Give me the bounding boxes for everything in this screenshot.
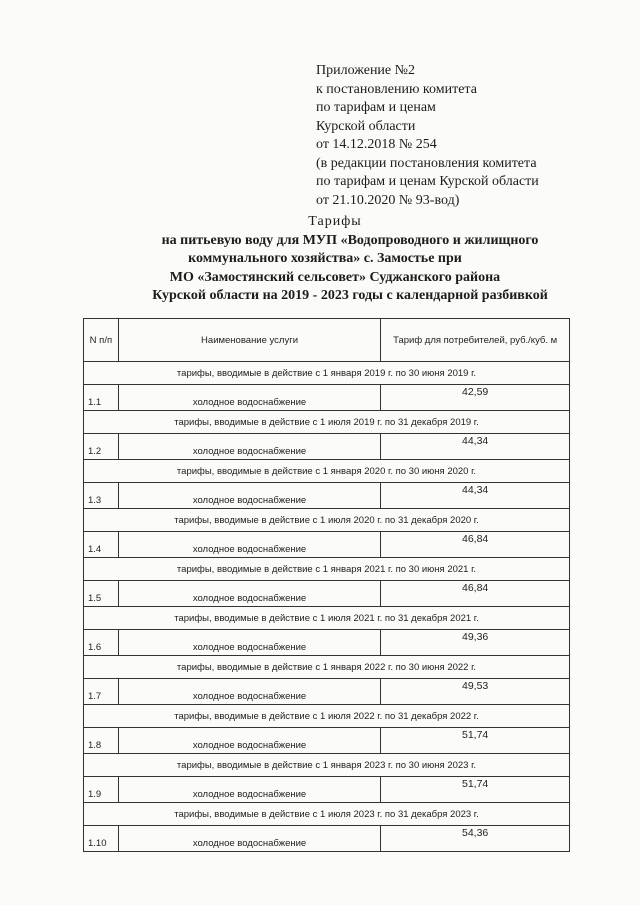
table-row (84, 679, 570, 705)
row-number: 1.4 (84, 532, 119, 558)
table-row (84, 728, 570, 754)
period-label: тарифы, вводимые в действие с 1 июля 2019 г. по 31 декабря 2019 г. (84, 411, 570, 434)
row-number: 1.3 (84, 483, 119, 509)
title-line: на питьевую воду для МУП «Водопроводного и жилищного (161, 232, 539, 248)
row-number: 1.9 (84, 777, 119, 803)
period-row (84, 460, 570, 483)
tariff-value: 42,59 (381, 385, 570, 411)
tariff-value: 54,36 (381, 826, 570, 852)
row-number: 1.7 (84, 679, 119, 705)
header-line: по тарифам и ценам Курской области (316, 174, 539, 189)
tariff-value: 49,53 (381, 679, 570, 705)
service-name: холодное водоснабжение (118, 434, 381, 460)
table-body (84, 362, 570, 852)
header-num: N п/п (84, 319, 119, 362)
header-line: Приложение №2 (316, 63, 415, 78)
header-line: к постановлению комитета (316, 81, 477, 97)
period-row (84, 803, 570, 826)
header-service-name: Наименование услуги (118, 319, 381, 362)
period-row (84, 362, 570, 385)
period-row (84, 411, 570, 434)
period-label: тарифы, вводимые в действие с 1 января 2022 г. по 30 июня 2022 г. (84, 656, 570, 679)
table-row (84, 483, 570, 509)
period-label: тарифы, вводимые в действие с 1 января 2023 г. по 30 июня 2023 г. (84, 754, 570, 777)
table-row (84, 385, 570, 411)
service-name: холодное водоснабжение (118, 728, 381, 754)
header-line: от 14.12.2018 № 254 (316, 137, 437, 152)
row-number: 1.8 (84, 728, 119, 754)
period-label: тарифы, вводимые в действие с 1 июля 2022 г. по 31 декабря 2022 г. (84, 705, 570, 728)
period-row (84, 607, 570, 630)
period-label: тарифы, вводимые в действие с 1 июля 2021 г. по 31 декабря 2021 г. (84, 607, 570, 630)
title-line: коммунального хозяйства» с. Замостье при (188, 251, 462, 266)
service-name: холодное водоснабжение (118, 630, 381, 656)
service-name: холодное водоснабжение (118, 777, 381, 803)
service-name: холодное водоснабжение (118, 581, 381, 607)
period-row (84, 754, 570, 777)
period-label: тарифы, вводимые в действие с 1 января 2020 г. по 30 июня 2020 г. (84, 460, 570, 483)
period-row (84, 656, 570, 679)
header-line: от 21.10.2020 № 93-вод) (316, 192, 460, 208)
period-label: тарифы, вводимые в действие с 1 января 2021 г. по 30 июня 2021 г. (84, 558, 570, 581)
tariff-value: 49,36 (381, 630, 570, 656)
title-line: МО «Замостянский сельсовет» Суджанского района (169, 269, 501, 285)
tariff-value: 46,84 (381, 581, 570, 607)
table-row (84, 581, 570, 607)
appendix-header (316, 62, 539, 210)
table-row (84, 434, 570, 460)
row-number: 1.2 (84, 434, 119, 460)
tariff-table (83, 318, 570, 852)
table-row (84, 532, 570, 558)
table-header-row (84, 319, 570, 362)
header-line: по тарифам и ценам (316, 100, 436, 115)
tariff-value: 44,34 (381, 434, 570, 460)
service-name: холодное водоснабжение (118, 826, 381, 852)
title-line: Курской области на 2019 - 2023 годы с календарной разбивкой (152, 288, 548, 303)
table-row (84, 777, 570, 803)
period-row (84, 509, 570, 532)
service-name: холодное водоснабжение (118, 483, 381, 509)
period-label: тарифы, вводимые в действие с 1 июля 2023 г. по 31 декабря 2023 г. (84, 803, 570, 826)
row-number: 1.5 (84, 581, 119, 607)
period-row (84, 705, 570, 728)
tariff-value: 51,74 (381, 777, 570, 803)
header-line: (в редакции постановления комитета (316, 155, 537, 171)
row-number: 1.6 (84, 630, 119, 656)
document-title (0, 213, 640, 306)
service-name: холодное водоснабжение (118, 679, 381, 705)
tariff-value: 51,74 (381, 728, 570, 754)
table-row (84, 826, 570, 852)
header-tariff: Тариф для потребителей, руб./куб. м (381, 319, 570, 362)
row-number: 1.10 (84, 826, 119, 852)
service-name: холодное водоснабжение (118, 532, 381, 558)
service-name: холодное водоснабжение (118, 385, 381, 411)
period-label: тарифы, вводимые в действие с 1 января 2019 г. по 30 июня 2019 г. (84, 362, 570, 385)
row-number: 1.1 (84, 385, 119, 411)
tariff-value: 44,34 (381, 483, 570, 509)
period-row (84, 558, 570, 581)
tariff-value: 46,84 (381, 532, 570, 558)
period-label: тарифы, вводимые в действие с 1 июля 2020 г. по 31 декабря 2020 г. (84, 509, 570, 532)
title-word: Тарифы (308, 214, 362, 229)
table-row (84, 630, 570, 656)
header-line: Курской области (316, 118, 416, 134)
